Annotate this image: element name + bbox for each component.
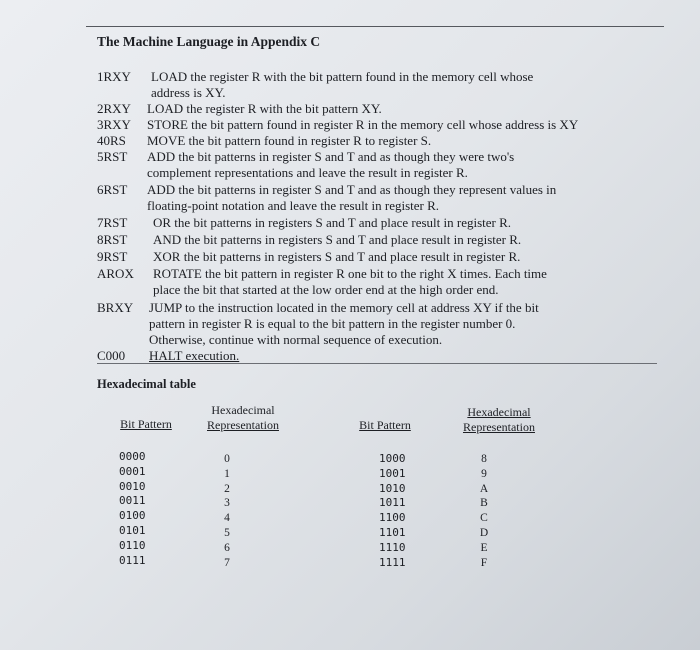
hex-table-title: Hexadecimal table — [97, 377, 196, 391]
left-hex-values — [220, 452, 234, 570]
table-cell: 3 — [224, 497, 230, 510]
right-hex-values — [477, 452, 491, 570]
table-cell: 7 — [224, 556, 230, 569]
instruction-text: OR the bit patterns in registers S and T and place result in register R. — [153, 215, 512, 230]
left-bit-patterns — [119, 450, 146, 568]
table-cell: 0111 — [119, 553, 146, 567]
table-cell: 1010 — [379, 481, 406, 495]
instruction-code: 8RST — [97, 232, 128, 247]
instruction-code: 6RST — [97, 182, 128, 197]
instruction-text: XOR the bit patterns in registers S and T and place result in register R. — [153, 249, 521, 264]
instruction-code: 2RXY — [97, 101, 131, 116]
table-cell: E — [480, 541, 488, 554]
instruction-code: C000 — [97, 348, 126, 363]
instruction-text: AND the bit patterns in registers S and T and place result in register R. — [153, 232, 522, 247]
instruction-code: 7RST — [97, 215, 128, 230]
instruction-text: pattern in register R is equal to the bit pattern in the register number 0. — [149, 316, 516, 331]
table-cell: 1111 — [379, 555, 406, 569]
table-cell: 1 — [224, 467, 230, 480]
instruction-text: LOAD the register R with the bit pattern found in the memory cell whose — [151, 69, 534, 84]
table-cell: 6 — [224, 541, 230, 554]
table-cell: 0101 — [119, 523, 146, 537]
instruction-text: ROTATE the bit pattern in register R one bit to the right X times. Each time — [153, 266, 547, 281]
instruction-code: 9RST — [97, 249, 128, 264]
table-cell: 1001 — [379, 466, 406, 480]
instruction-code: 5RST — [97, 149, 128, 164]
table-cell: 0011 — [119, 494, 146, 508]
table-cell: 1110 — [379, 540, 406, 554]
table-cell: C — [480, 512, 488, 525]
table-cell: 1000 — [379, 452, 406, 465]
instruction-text: floating-point notation and leave the result in register R. — [147, 198, 440, 213]
table-cell: 0100 — [119, 509, 146, 523]
instruction-code: 3RXY — [97, 117, 131, 132]
header-bit-pattern-left: Bit Pattern — [120, 417, 172, 431]
instruction-text: MOVE the bit pattern found in register R to register S. — [147, 133, 432, 148]
section-divider — [97, 363, 657, 364]
instruction-text: place the bit that started at the low order end at the high order end. — [153, 282, 499, 297]
page-title: The Machine Language in Appendix C — [97, 34, 321, 49]
table-cell: 1101 — [379, 525, 406, 539]
instruction-code: AROX — [97, 266, 134, 281]
table-cell: B — [480, 497, 488, 510]
instruction-text: STORE the bit pattern found in register R in the memory cell whose address is XY — [147, 117, 579, 132]
table-cell: D — [479, 526, 489, 539]
instruction-text: ADD the bit patterns in register S and T and as though they were two's — [147, 149, 515, 164]
table-cell: 1011 — [379, 496, 406, 510]
instruction-code: 40RS — [97, 133, 126, 148]
table-cell: 4 — [224, 512, 230, 525]
table-cell: 5 — [224, 526, 230, 539]
header-bit-pattern-right: Bit Pattern — [359, 418, 411, 432]
table-cell: 1100 — [379, 511, 406, 525]
table-cell: 0010 — [119, 479, 146, 493]
header-hex-rep-right: Hexadecimal Representation — [463, 405, 535, 434]
table-cell: F — [480, 556, 488, 569]
instruction-text: Otherwise, continue with normal sequence of execution. — [149, 332, 443, 347]
instruction-text: HALT execution. — [149, 348, 240, 363]
instruction-text: complement representations and leave the result in register R. — [147, 165, 468, 180]
table-cell: 2 — [224, 482, 230, 495]
table-cell: A — [479, 482, 489, 495]
instruction-text: ADD the bit patterns in register S and T and as though they represent values in — [147, 182, 557, 197]
instruction-text: LOAD the register R with the bit pattern XY. — [147, 101, 382, 116]
table-cell: 9 — [481, 467, 487, 480]
header-hex-rep-left: Hexadecimal Representation — [207, 403, 279, 432]
instruction-code: 1RXY — [97, 69, 131, 84]
table-cell: 8 — [481, 453, 487, 465]
table-cell: 0001 — [119, 464, 146, 478]
table-cell: 0110 — [119, 538, 146, 552]
table-cell: 0000 — [119, 450, 146, 463]
right-bit-patterns — [379, 452, 406, 570]
top-rule — [86, 26, 664, 27]
table-cell: 0 — [224, 453, 230, 465]
instruction-text: address is XY. — [151, 85, 226, 100]
instruction-code: BRXY — [97, 300, 134, 315]
instruction-text: JUMP to the instruction located in the memory cell at address XY if the bit — [149, 300, 539, 315]
